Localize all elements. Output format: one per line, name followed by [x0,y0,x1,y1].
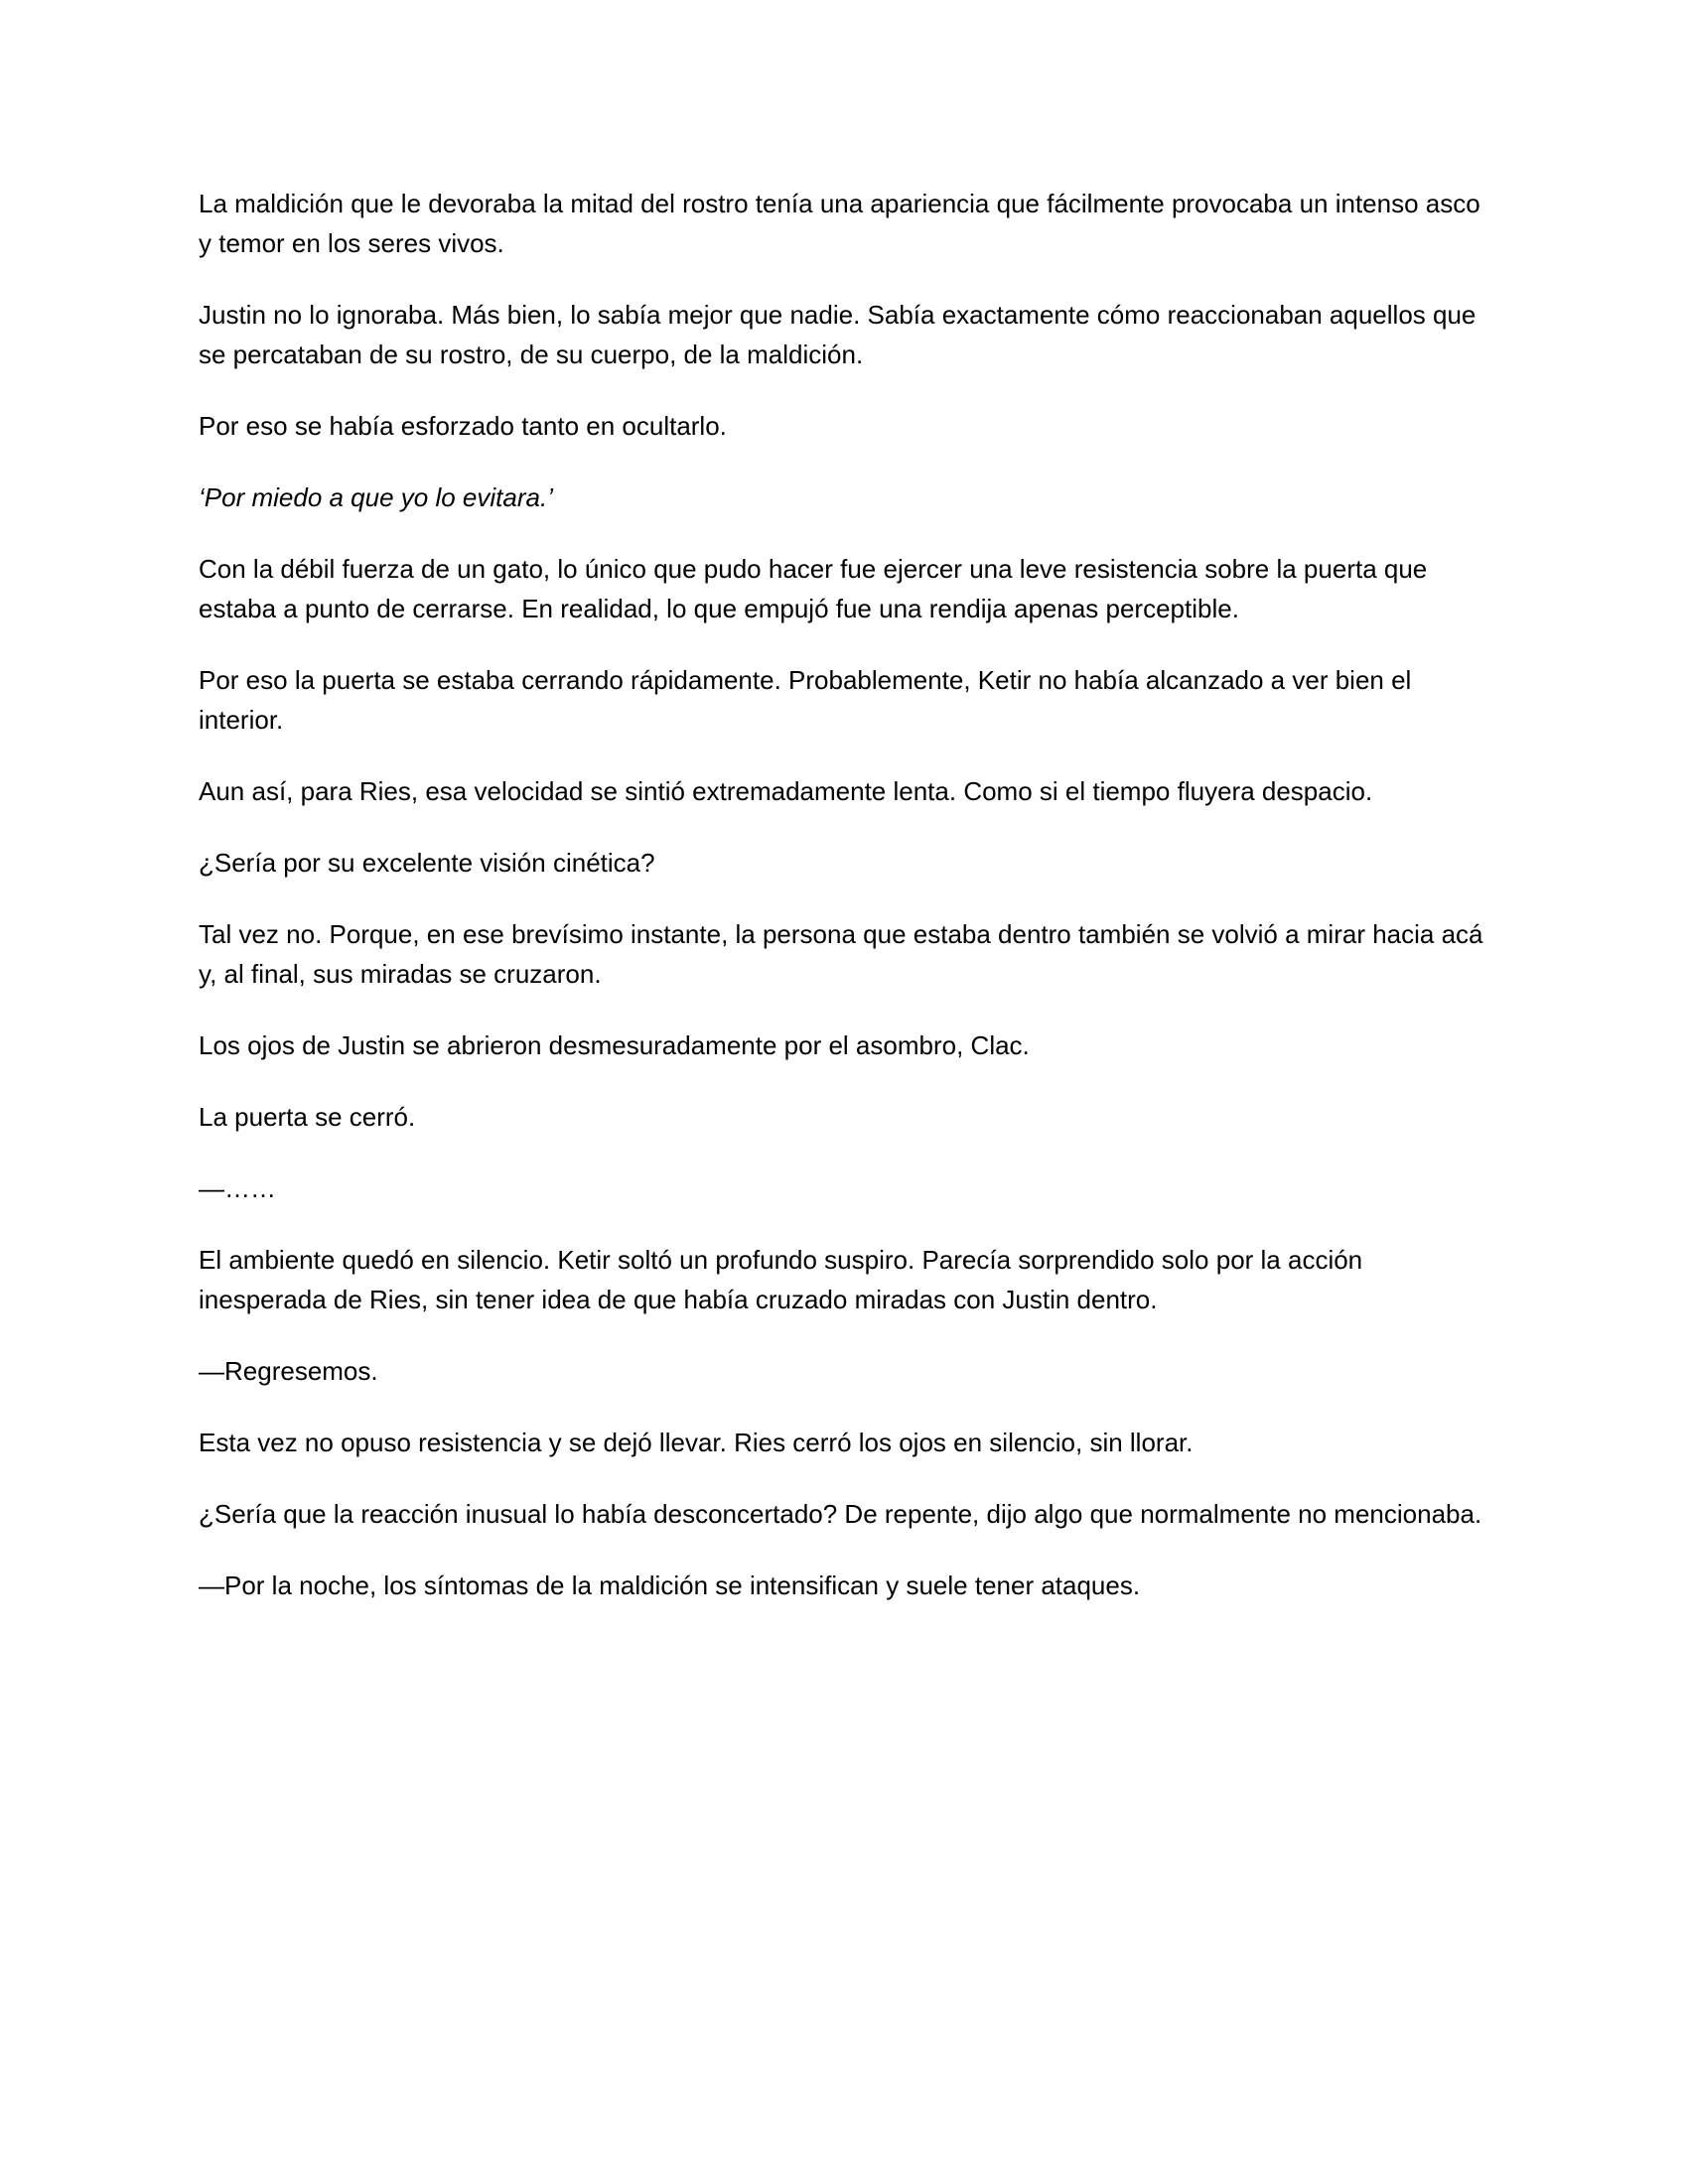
paragraph: Por eso la puerta se estaba cerrando rápidamente. Probablemente, Ketir no había alcanzado a ver bien el interior. [199,665,1412,735]
paragraph: Tal vez no. Porque, en ese brevísimo instante, la persona que estaba dentro también se volvió a mirar hacia acá y, al final, sus miradas se cruzaron. [199,919,1483,989]
paragraph-dialogue: —Por la noche, los síntomas de la maldición se intensifican y suele tener ataques. [199,1570,1141,1600]
paragraph: ¿Sería que la reacción inusual lo había desconcertado? De repente, dijo algo que normalmente no mencionaba. [199,1499,1482,1529]
paragraph-inner-thought: ‘Por miedo a que yo lo evitara.’ [199,482,553,512]
paragraph: Por eso se había esforzado tanto en ocultarlo. [199,411,727,441]
document-text-body [199,184,1489,1605]
paragraph: Esta vez no opuso resistencia y se dejó llevar. Ries cerró los ojos en silencio, sin llorar. [199,1428,1194,1457]
paragraph-dialogue: —Regresemos. [199,1356,378,1386]
paragraph: Los ojos de Justin se abrieron desmesuradamente por el asombro, Clac. [199,1030,1030,1060]
paragraph-dialogue-ellipsis: —…… [199,1173,276,1203]
paragraph: ¿Sería por su excelente visión cinética? [199,848,655,878]
paragraph: Justin no lo ignoraba. Más bien, lo sabía mejor que nadie. Sabía exactamente cómo reaccionaban aquellos que se percataban de su rostro, de su cuerpo, de la maldición. [199,300,1477,369]
paragraph: Aun así, para Ries, esa velocidad se sintió extremadamente lenta. Como si el tiempo fluyera despacio. [199,776,1373,806]
paragraph: La puerta se cerró. [199,1102,416,1132]
paragraph: El ambiente quedó en silencio. Ketir soltó un profundo suspiro. Parecía sorprendido solo por la acción inesperada de Ries, sin tener idea de que había cruzado miradas con Justin dentro. [199,1245,1363,1314]
paragraph: La maldición que le devoraba la mitad del rostro tenía una apariencia que fácilmente provocaba un intenso asco y temor en los seres vivos. [199,189,1480,258]
paragraph: Con la débil fuerza de un gato, lo único que pudo hacer fue ejercer una leve resistencia sobre la puerta que estaba a punto de cerrarse. En realidad, lo que empujó fue una rendija apenas perceptible. [199,554,1428,623]
